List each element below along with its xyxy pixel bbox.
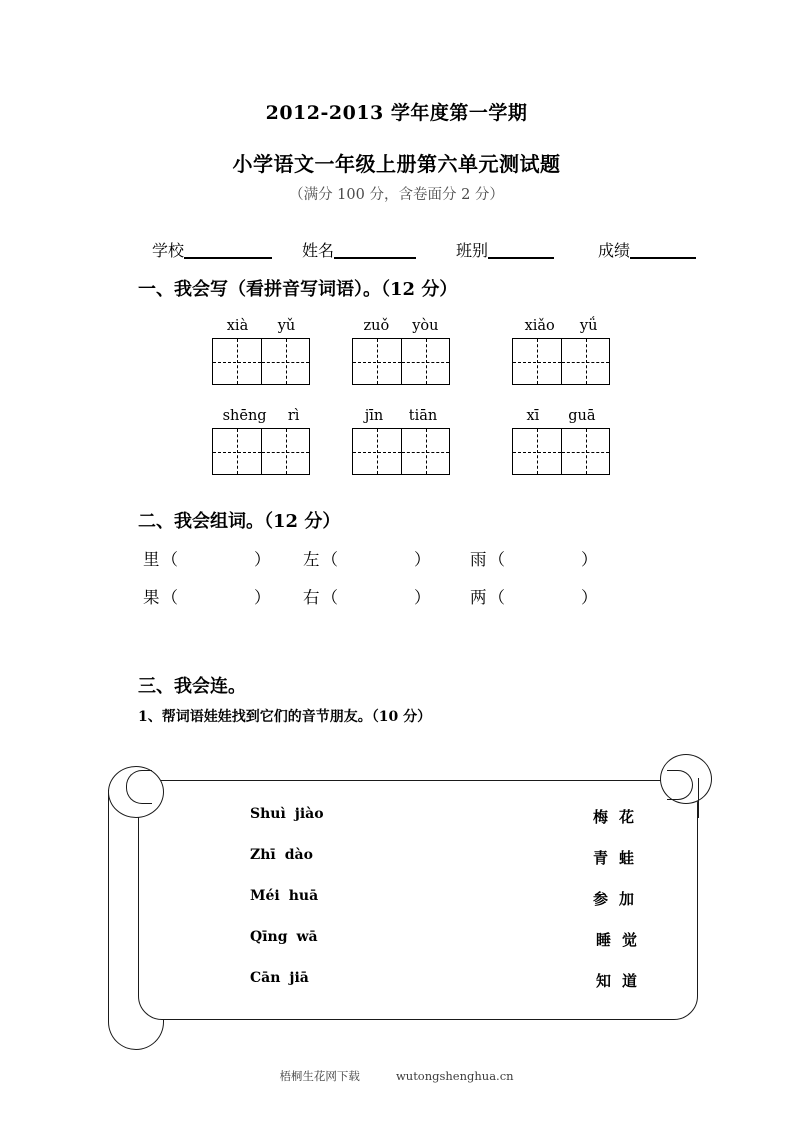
matching-list: [138, 780, 698, 1020]
word-building-item: [303, 546, 431, 570]
pinyin-syllable: xī: [526, 408, 540, 424]
pinyin-label-pair: [512, 408, 610, 424]
tianzige-cell[interactable]: [353, 339, 401, 384]
word-char: 加: [619, 890, 635, 908]
info-field-class: [456, 238, 554, 261]
word-char: 蛙: [619, 849, 635, 867]
pinyin-syllable: xiǎo: [524, 318, 555, 334]
info-label-school: 学校: [152, 241, 185, 260]
matching-row: [138, 847, 698, 888]
pinyin-syllable: tiān: [408, 408, 438, 424]
tianzige-box[interactable]: [512, 428, 610, 475]
pinyin-syllable: zuǒ: [363, 318, 390, 334]
word-building-item: [143, 546, 271, 570]
matching-scroll-banner: [100, 752, 720, 1052]
pinyin-grid-group: [512, 408, 682, 475]
matching-word-item[interactable]: [593, 888, 634, 909]
pinyin-label-pair: [352, 408, 450, 424]
word-prompt-char: 两: [470, 588, 487, 607]
paren-close: ）: [414, 550, 431, 569]
pinyin-syllable: dào: [284, 847, 313, 863]
pinyin-syllable: yǔ: [277, 318, 296, 334]
word-char: 梅: [593, 808, 609, 826]
word-building-row: [0, 546, 793, 584]
page-title-note: （满分 100 分，含卷面分 2 分）: [289, 187, 504, 203]
word-building-item: [143, 584, 271, 608]
word-char: 青: [593, 849, 609, 867]
matching-row: [138, 888, 698, 929]
word-char: 知: [596, 972, 612, 990]
word-prompt-char: 雨: [470, 550, 487, 569]
tianzige-box[interactable]: [212, 428, 310, 475]
pinyin-writing-area: [0, 318, 793, 498]
section-3-heading: 三、我会连。: [138, 676, 246, 697]
paren-close: ）: [414, 588, 431, 607]
paren-close: ）: [581, 588, 598, 607]
matching-word-item[interactable]: [596, 929, 637, 950]
matching-row: [138, 929, 698, 970]
pinyin-syllable: xià: [226, 318, 249, 334]
paren-open: （: [488, 588, 505, 607]
tianzige-cell[interactable]: [513, 339, 561, 384]
pinyin-syllable: Méi: [250, 888, 280, 904]
pinyin-syllable: wā: [296, 929, 318, 945]
matching-word-item[interactable]: [596, 970, 637, 991]
pinyin-syllable: Cān: [250, 970, 281, 986]
pinyin-syllable: jiào: [294, 806, 324, 822]
name-blank[interactable]: [334, 242, 416, 259]
pinyin-syllable: huā: [288, 888, 319, 904]
score-blank[interactable]: [630, 242, 696, 259]
tianzige-cell[interactable]: [213, 429, 261, 474]
paren-open: （: [321, 588, 338, 607]
paren-open: （: [488, 550, 505, 569]
tianzige-box[interactable]: [352, 338, 450, 385]
pinyin-label-pair: [512, 318, 610, 334]
word-char: 花: [619, 808, 635, 826]
word-prompt-char: 里: [143, 550, 160, 569]
matching-pinyin-item[interactable]: [250, 806, 324, 822]
pinyin-syllable: jīn: [364, 408, 384, 424]
pinyin-syllable: yǘ: [579, 318, 598, 334]
pinyin-label-pair: [212, 408, 310, 424]
matching-pinyin-item[interactable]: [250, 929, 318, 945]
matching-row: [138, 970, 698, 1011]
pinyin-label-pair: [352, 318, 450, 334]
tianzige-cell[interactable]: [353, 429, 401, 474]
pinyin-syllable: shēng: [222, 408, 267, 424]
tianzige-cell[interactable]: [261, 339, 309, 384]
section-3-sub-heading: 1、帮词语娃娃找到它们的音节朋友。（10 分）: [138, 709, 432, 725]
info-label-class: 班别: [456, 241, 489, 260]
info-label-score: 成绩: [598, 241, 631, 260]
page-title-name: 小学语文一年级上册第六单元测试题: [232, 152, 561, 176]
pinyin-syllable: jiā: [289, 970, 309, 986]
info-field-name: [302, 238, 416, 261]
word-char: 觉: [622, 931, 638, 949]
scroll-right-tail: [698, 778, 699, 818]
pinyin-label-pair: [212, 318, 310, 334]
pinyin-syllable: Qīng: [250, 929, 288, 945]
word-prompt-char: 左: [303, 550, 320, 569]
matching-word-item[interactable]: [593, 847, 634, 868]
word-prompt-char: 右: [303, 588, 320, 607]
word-building-item: [470, 584, 598, 608]
word-prompt-char: 果: [143, 588, 160, 607]
matching-pinyin-item[interactable]: [250, 970, 309, 986]
pinyin-syllable: rì: [287, 408, 300, 424]
word-char: 参: [593, 890, 609, 908]
pinyin-syllable: yòu: [412, 318, 439, 334]
word-char: 睡: [596, 931, 612, 949]
tianzige-box[interactable]: [352, 428, 450, 475]
footer-watermark: [0, 1068, 793, 1084]
page-title-year: 2012-2013 学年度第一学期: [265, 102, 528, 124]
pinyin-syllable: Shuì: [250, 806, 286, 822]
tianzige-cell[interactable]: [561, 339, 609, 384]
tianzige-cell[interactable]: [213, 339, 261, 384]
paren-close: ）: [254, 550, 271, 569]
pinyin-grid-row-1: [0, 318, 793, 408]
student-info-line: [152, 238, 692, 261]
section-2-heading: 二、我会组词。（12 分）: [138, 511, 341, 532]
word-char: 道: [622, 972, 638, 990]
pinyin-grid-row-2: [0, 408, 793, 498]
word-building-item: [470, 546, 598, 570]
paren-close: ）: [254, 588, 271, 607]
matching-word-item[interactable]: [593, 806, 634, 827]
paren-open: （: [161, 588, 178, 607]
word-building-area: [0, 546, 793, 622]
pinyin-grid-group: [512, 318, 682, 385]
paren-open: （: [161, 550, 178, 569]
info-label-name: 姓名: [302, 241, 335, 260]
tianzige-box[interactable]: [212, 338, 310, 385]
paren-open: （: [321, 550, 338, 569]
info-field-school: [152, 238, 272, 261]
word-building-item: [303, 584, 431, 608]
word-building-row: [0, 584, 793, 622]
tianzige-cell[interactable]: [401, 429, 449, 474]
pinyin-syllable: Zhī: [250, 847, 276, 863]
pinyin-grid-group: [352, 318, 522, 385]
pinyin-syllable: guā: [568, 408, 596, 424]
tianzige-cell[interactable]: [401, 339, 449, 384]
info-field-score: [598, 238, 696, 261]
matching-pinyin-item[interactable]: [250, 888, 318, 904]
tianzige-cell[interactable]: [261, 429, 309, 474]
tianzige-cell[interactable]: [513, 429, 561, 474]
tianzige-cell[interactable]: [561, 429, 609, 474]
school-blank[interactable]: [184, 242, 272, 259]
pinyin-grid-group: [352, 408, 522, 475]
paren-close: ）: [581, 550, 598, 569]
matching-pinyin-item[interactable]: [250, 847, 313, 863]
tianzige-box[interactable]: [512, 338, 610, 385]
footer-site: wutongshenghua.cn: [395, 1069, 514, 1083]
class-blank[interactable]: [488, 242, 554, 259]
matching-row: [138, 806, 698, 847]
footer-source: 梧桐生花网下载: [279, 1069, 360, 1083]
section-1-heading: 一、我会写（看拼音写词语）。（12 分）: [138, 279, 458, 300]
